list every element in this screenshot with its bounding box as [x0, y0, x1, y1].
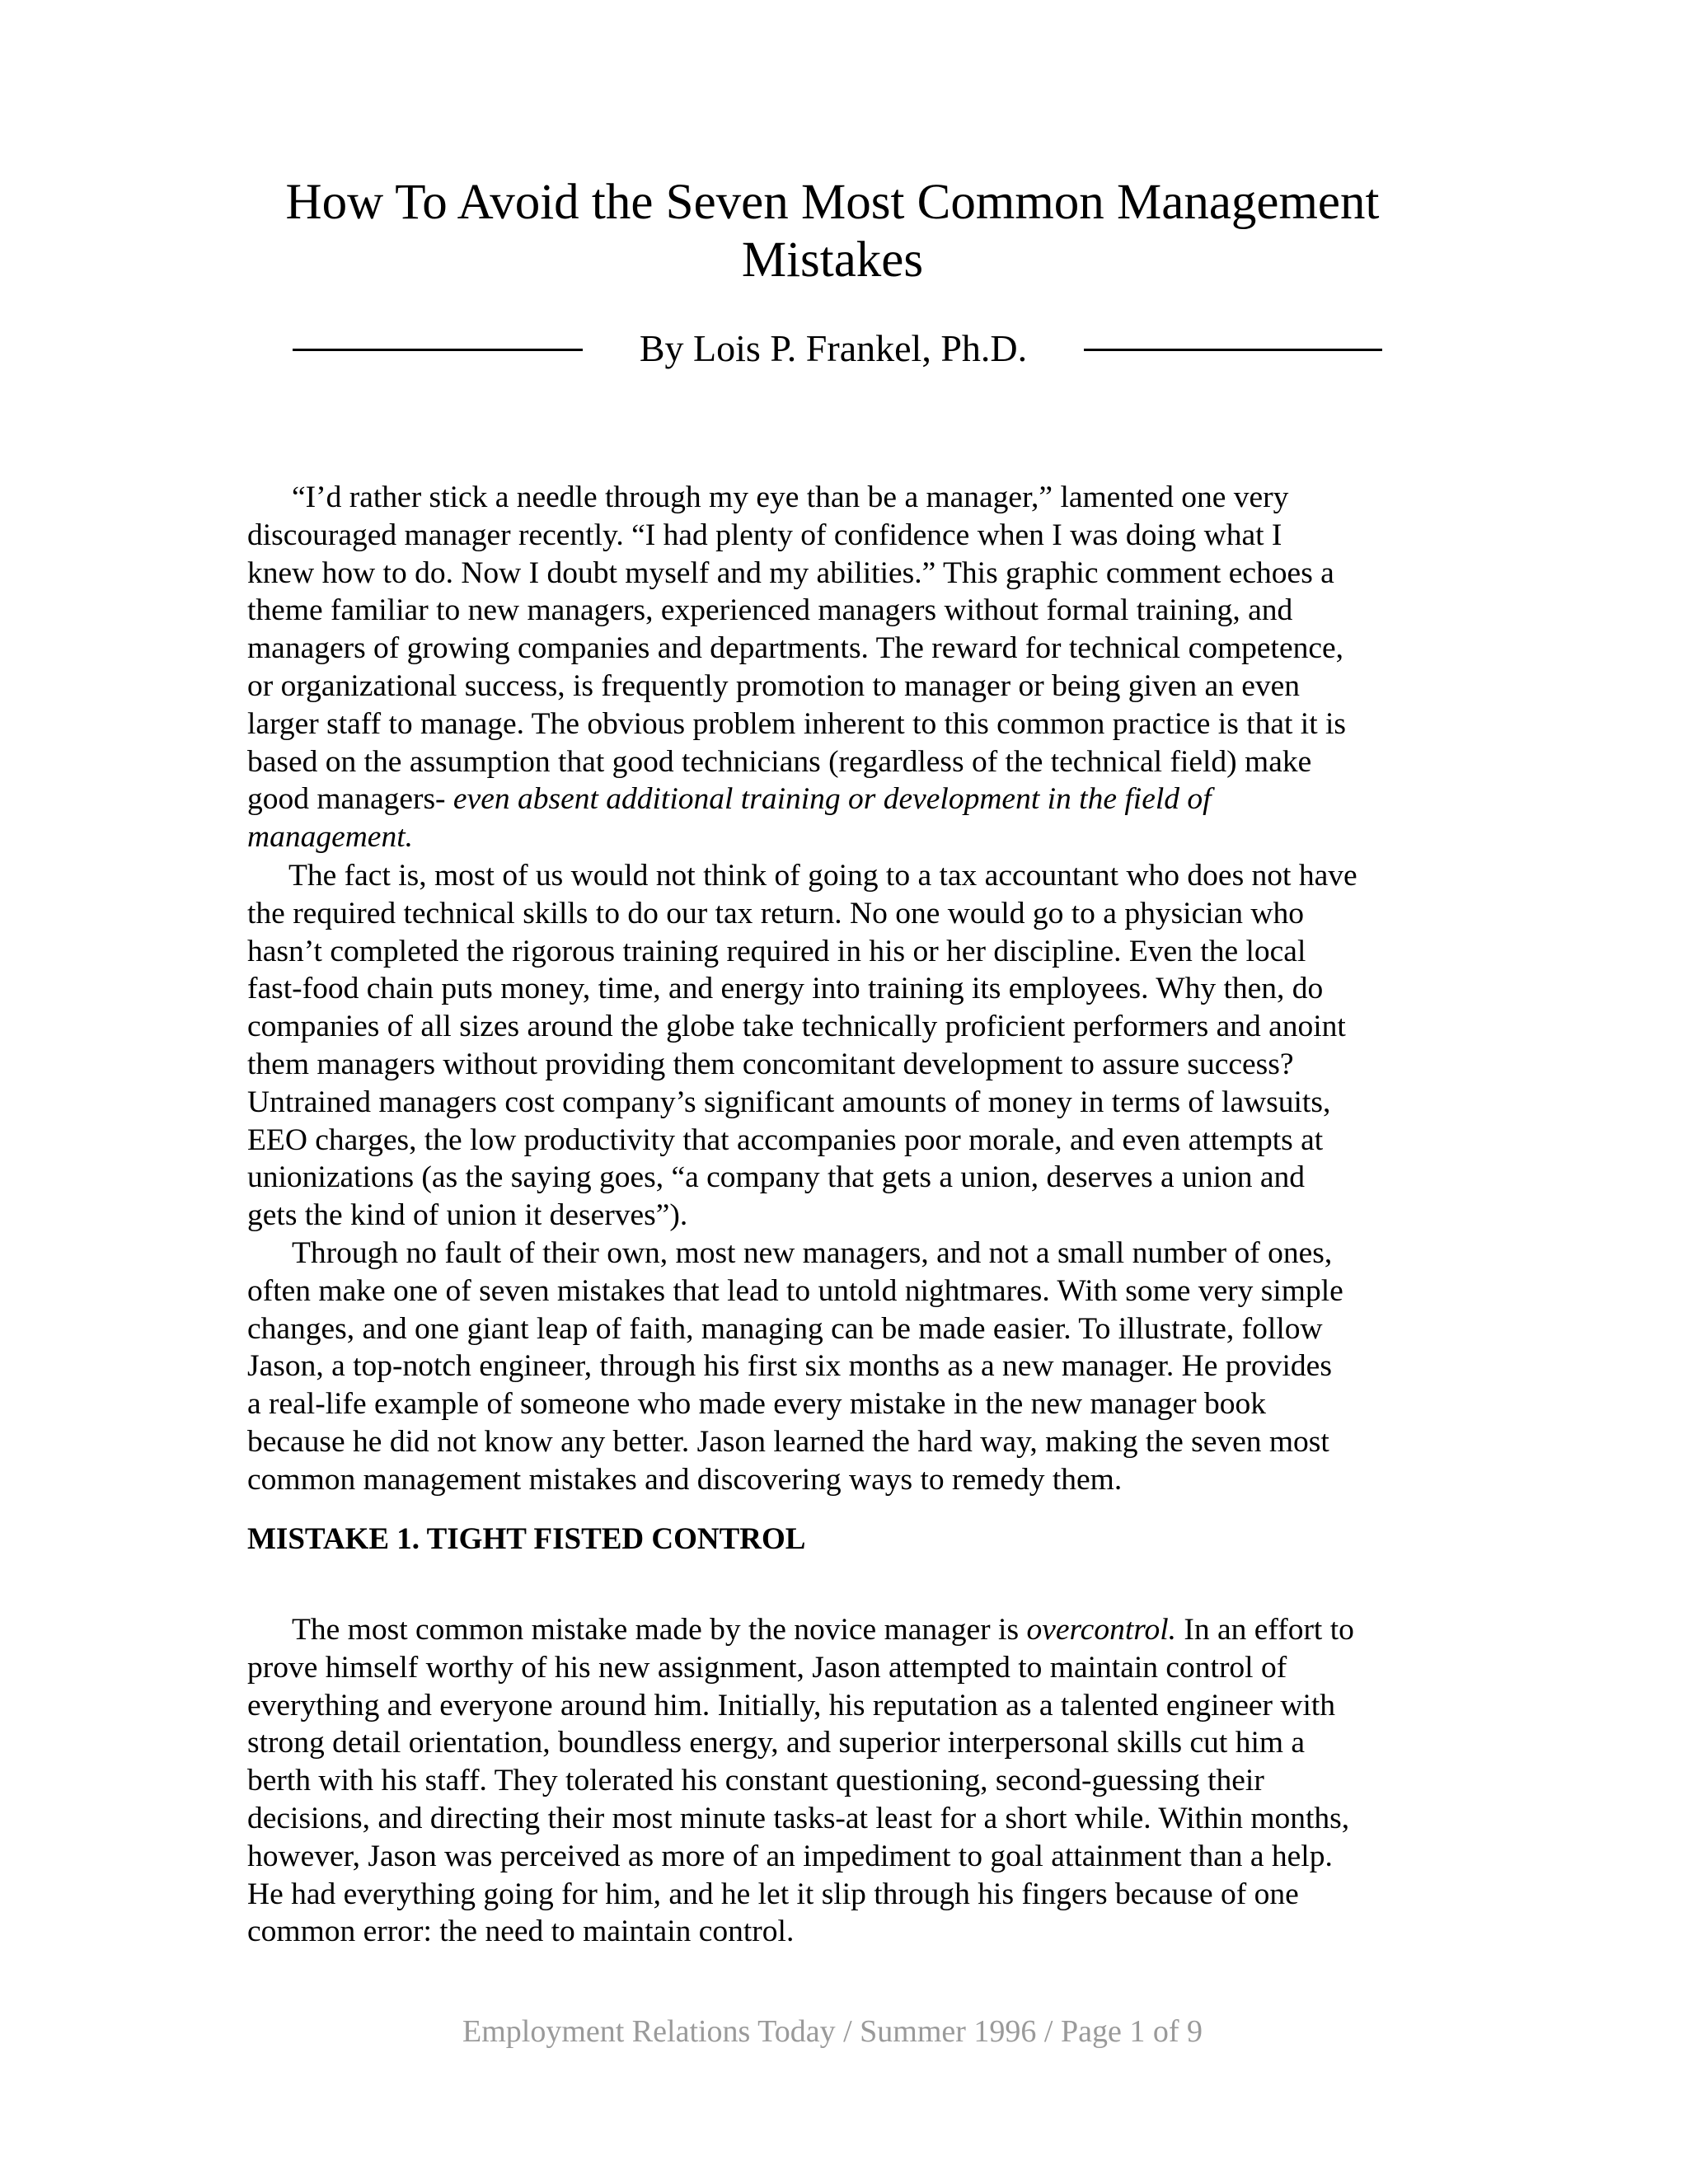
paragraph-line: decisions, and directing their most minute tasks-at least for a short while. Within months,	[247, 1801, 1350, 1835]
page-footer: Employment Relations Today / Summer 1996 / Page 1 of 9	[462, 2014, 1203, 2049]
paragraph-line-prefix: The most common mistake made by the novice manager is	[292, 1613, 1027, 1647]
paragraph-line: common error: the need to maintain control.	[247, 1915, 795, 1949]
paragraph-line: them managers without providing them concomitant development to assure success?	[247, 1047, 1294, 1081]
paragraph-line: berth with his staff. They tolerated his constant questioning, second-guessing their	[247, 1764, 1264, 1798]
paragraph-1	[247, 479, 1434, 856]
byline-rule-right	[1084, 349, 1382, 351]
paragraph-line: larger staff to manage. The obvious problem inherent to this common practice is that it is	[247, 706, 1347, 741]
paragraph-line	[247, 780, 1434, 818]
document-title-line-2: Mistakes	[741, 232, 924, 288]
paragraph-line	[247, 818, 1434, 856]
paragraph-line: often make one of seven mistakes that lead to untold nightmares. With some very simple	[247, 1273, 1343, 1308]
paragraph-line: fast-food chain puts money, time, and energy into training its employees. Why then, do	[247, 972, 1324, 1006]
author-byline: By Lois P. Frankel, Ph.D.	[639, 327, 1028, 369]
byline-row	[293, 320, 1389, 377]
paragraph-line: Untrained managers cost company’s significant amounts of money in terms of lawsuits,	[247, 1085, 1331, 1119]
paragraph-line: hasn’t completed the rigorous training required in his or her discipline. Even the local	[247, 934, 1306, 968]
section-heading: MISTAKE 1. TIGHT FISTED CONTROL	[247, 1522, 806, 1556]
paragraph-line: everything and everyone around him. Initially, his reputation as a talented engineer with	[247, 1688, 1336, 1722]
paragraph-line: strong detail orientation, boundless energy, and superior interpersonal skills cut him a	[247, 1726, 1306, 1760]
paragraph-line: The fact is, most of us would not think of going to a tax accountant who does not have	[288, 859, 1357, 893]
paragraph-line-suffix: In an effort to	[1176, 1613, 1354, 1647]
emphasized-text: even absent additional training or development in the field of	[452, 782, 1212, 817]
byline-rule-left	[293, 349, 583, 351]
paragraph-line: changes, and one giant leap of faith, managing can be made easier. To illustrate, follow	[247, 1311, 1323, 1346]
document-title-line-1: How To Avoid the Seven Most Common Management	[285, 175, 1380, 230]
paragraph-line: discouraged manager recently. “I had plenty of confidence when I was doing what I	[247, 518, 1282, 552]
paragraph-line: a real-life example of someone who made every mistake in the new manager book	[247, 1387, 1266, 1422]
paragraph-3	[247, 1235, 1434, 1499]
paragraph-line: because he did not know any better. Jason learned the hard way, making the seven most	[247, 1424, 1329, 1459]
paragraph-line-prefix: good managers-	[247, 782, 453, 817]
paragraph-line: prove himself worthy of his new assignment, Jason attempted to maintain control of	[247, 1650, 1287, 1685]
paragraph-line: He had everything going for him, and he let it slip through his fingers because of one	[247, 1877, 1299, 1911]
emphasized-text: overcontrol.	[1026, 1613, 1176, 1647]
paragraph-4	[247, 1611, 1434, 1951]
paragraph-line: the required technical skills to do our tax return. No one would go to a physician who	[247, 896, 1304, 930]
paragraph-line: “I’d rather stick a needle through my eye than be a manager,” lamented one very	[292, 480, 1289, 514]
emphasized-text: management.	[247, 820, 413, 855]
paragraph-line: common management mistakes and discovering ways to remedy them.	[247, 1462, 1123, 1497]
paragraph-line: managers of growing companies and departments. The reward for technical competence,	[247, 631, 1344, 666]
paragraph-2	[247, 857, 1434, 1235]
paragraph-line: based on the assumption that good technicians (regardless of the technical field) make	[247, 744, 1312, 779]
paragraph-line: gets the kind of union it deserves”).	[247, 1198, 688, 1233]
paragraph-line: Through no fault of their own, most new managers, and not a small number of ones,	[292, 1236, 1333, 1270]
paragraph-line	[247, 1611, 1434, 1649]
paragraph-line: however, Jason was perceived as more of an impediment to goal attainment than a help.	[247, 1839, 1333, 1873]
paragraph-line: theme familiar to new managers, experienced managers without formal training, and	[247, 593, 1293, 628]
paragraph-line: or organizational success, is frequently promotion to manager or being given an even	[247, 668, 1301, 703]
paragraph-line: EEO charges, the low productivity that accompanies poor morale, and even attempts at	[247, 1122, 1324, 1157]
paragraph-line: companies of all sizes around the globe take technically proficient performers and anoint	[247, 1010, 1346, 1044]
paragraph-line: unionizations (as the saying goes, “a company that gets a union, deserves a union and	[247, 1160, 1306, 1195]
paragraph-line: knew how to do. Now I doubt myself and my abilities.” This graphic comment echoes a	[247, 555, 1334, 590]
paragraph-line: Jason, a top-notch engineer, through his first six months as a new manager. He provides	[247, 1349, 1332, 1384]
